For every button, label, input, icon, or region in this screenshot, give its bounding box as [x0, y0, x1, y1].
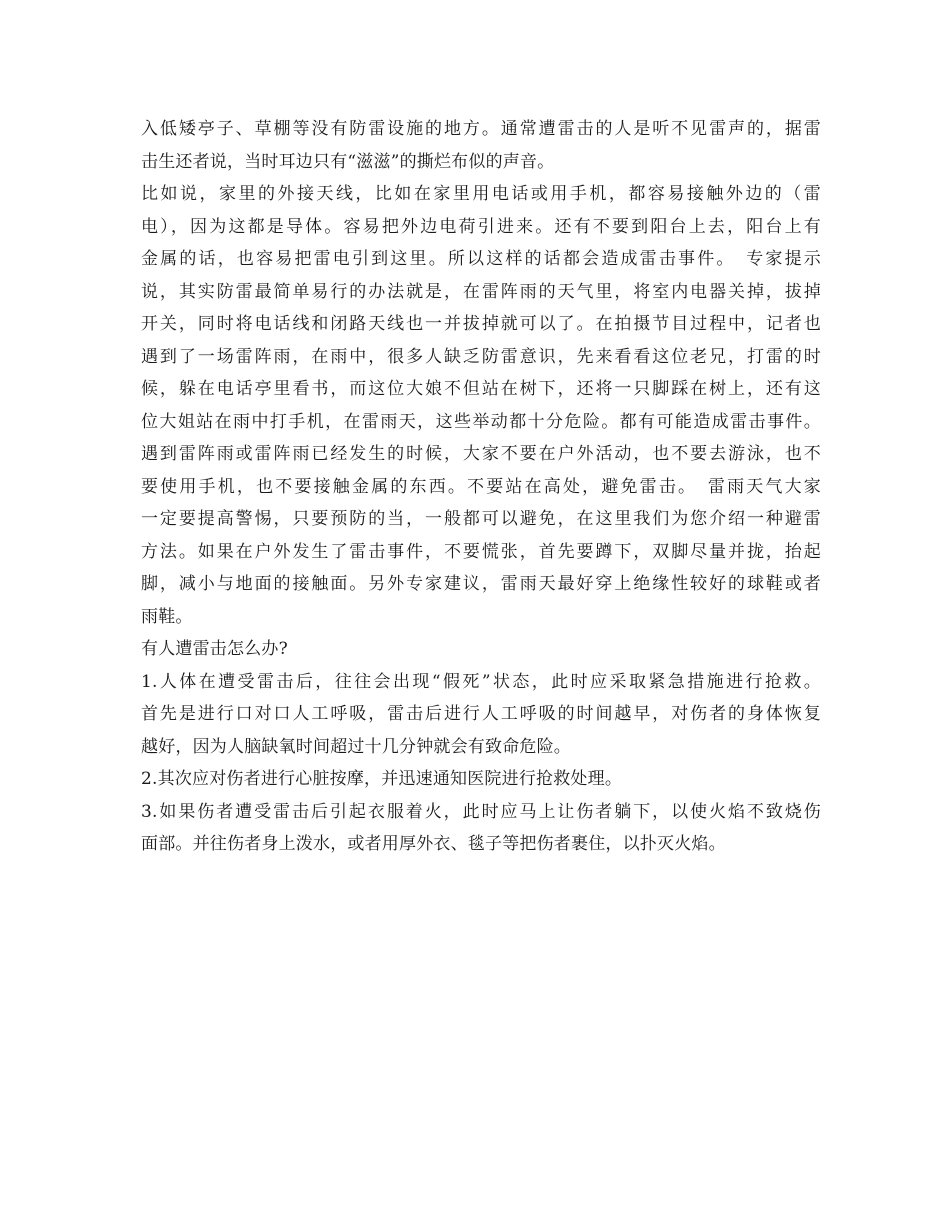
list-item-line: 3.如果伤者遭受雷击后引起衣服着火，此时应马上让伤者躺下，以使火焰不致烧伤 — [141, 801, 821, 822]
list-item-line: 首先是进行口对口人工呼吸，雷击后进行人工呼吸的时间越早，对伤者的身体恢复 — [141, 704, 821, 724]
text-line: 要使用手机，也不要接触金属的东西。不要站在高处，避免雷击。 雷雨天气大家 — [141, 476, 821, 497]
list-item-line: 越好，因为人脑缺氧时间超过十几分钟就会有致命危险。 — [141, 736, 571, 757]
list-item-line: 面部。并往伤者身上泼水，或者用厚外衣、毯子等把伤者裹住，以扑灭火焰。 — [141, 834, 726, 854]
text-line: 候，躲在电话亭里看书，而这位大娘不但站在树下，还将一只脚踩在树上，还有这 — [141, 379, 821, 399]
text-line: 击生还者说，当时耳边只有“滋滋”的撕烂布似的声音。 — [141, 151, 555, 172]
list-item-line: 2.其次应对伤者进行心脏按摩，并迅速通知医院进行抢救处理。 — [141, 769, 623, 789]
section-heading: 有人遭雷击怎么办? — [141, 639, 288, 659]
text-line: 方法。如果在户外发生了雷击事件，不要慌张，首先要蹲下，双脚尽量并拢，抬起 — [141, 541, 821, 562]
text-line: 雨鞋。 — [141, 606, 193, 627]
text-line: 一定要提高警惕，只要预防的当，一般都可以避免，在这里我们为您介绍一种避雷 — [141, 509, 821, 529]
list-item-line: 1.人体在遭受雷击后，往往会出现“假死”状态，此时应采取紧急措施进行抢救。 — [141, 671, 821, 692]
text-line: 比如说，家里的外接天线，比如在家里用电话或用手机，都容易接触外边的（雷 — [141, 184, 821, 204]
document-body — [141, 113, 821, 861]
text-line: 脚，减小与地面的接触面。另外专家建议，雷雨天最好穿上绝缘性较好的球鞋或者 — [141, 574, 821, 594]
text-line: 入低矮亭子、草棚等没有防雷设施的地方。通常遭雷击的人是听不见雷声的，据雷 — [141, 119, 821, 139]
text-line: 遇到了一场雷阵雨，在雨中，很多人缺乏防雷意识，先来看看这位老兄，打雷的时 — [141, 346, 821, 367]
text-line: 开关，同时将电话线和闭路天线也一并拔掉就可以了。在拍摄节目过程中，记者也 — [141, 314, 821, 334]
text-line: 位大姐站在雨中打手机，在雷雨天，这些举动都十分危险。都有可能造成雷击事件。 — [141, 411, 821, 432]
text-line: 电），因为这都是导体。容易把外边电荷引进来。还有不要到阳台上去，阳台上有 — [141, 216, 821, 237]
text-line: 金属的话，也容易把雷电引到这里。所以这样的话都会造成雷击事件。 专家提示 — [141, 249, 821, 269]
text-line: 说，其实防雷最简单易行的办法就是，在雷阵雨的天气里，将室内电器关掉，拔掉 — [141, 281, 821, 302]
text-line: 遇到雷阵雨或雷阵雨已经发生的时候，大家不要在户外活动，也不要去游泳，也不 — [141, 444, 821, 464]
